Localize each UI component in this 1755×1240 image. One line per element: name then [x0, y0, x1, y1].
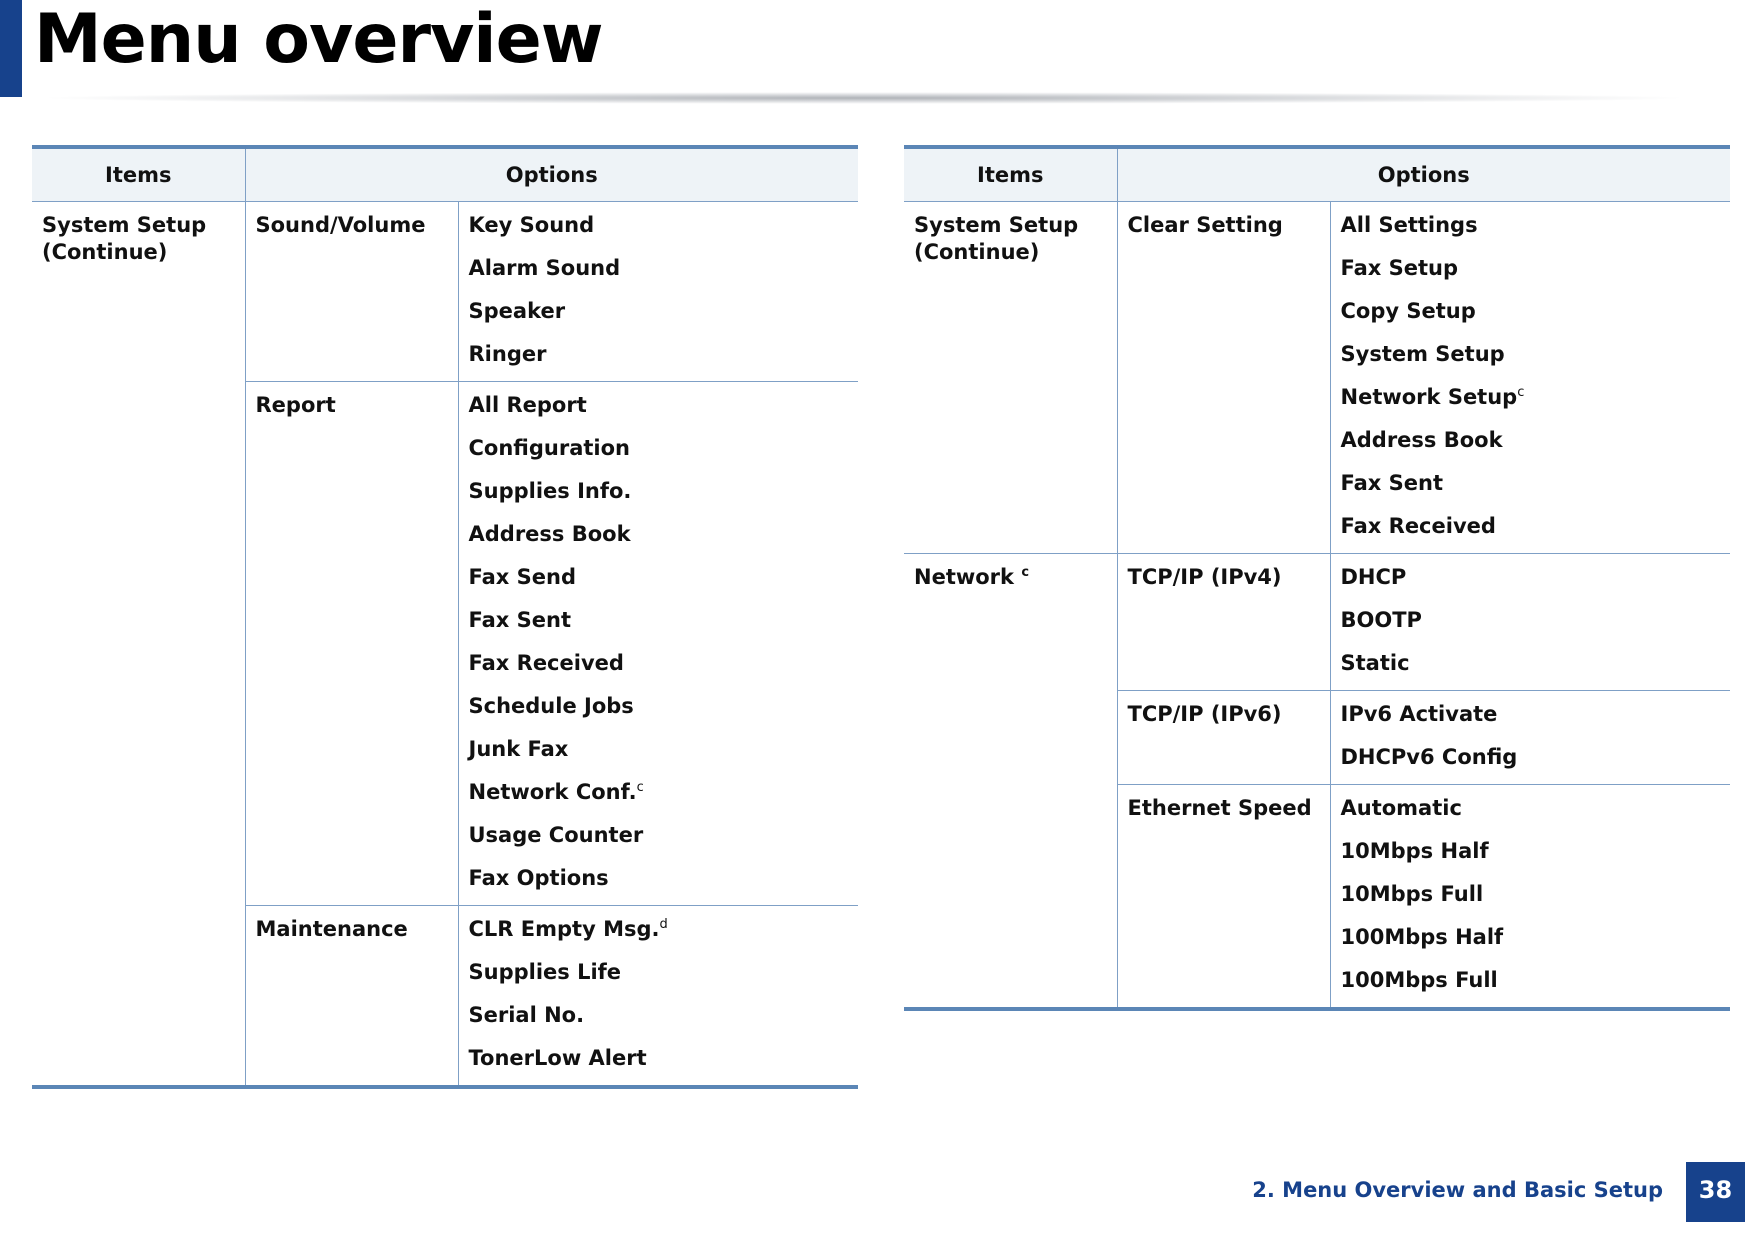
options-header: Options [245, 147, 858, 202]
group-label: Maintenance [255, 917, 408, 941]
option-item: Configuration [468, 436, 630, 460]
group-cell [245, 202, 458, 382]
option-item: Usage Counter [468, 823, 644, 847]
group-label: TCP/IP (IPv4) [1127, 565, 1282, 589]
options-cell [1330, 554, 1730, 691]
option-item: 10Mbps Half [1340, 839, 1489, 863]
title-accent-bar [0, 0, 22, 97]
option-item: Address Book [1340, 428, 1503, 452]
option-item: DHCPv6 Config [1340, 745, 1518, 769]
option-item: Key Sound [468, 213, 595, 237]
option-item: Fax Received [1340, 514, 1496, 538]
options-cell [458, 382, 858, 906]
options-cell [1330, 691, 1730, 785]
table-row [904, 202, 1730, 554]
option-item: IPv6 Activate [1340, 702, 1498, 726]
options-header: Options [1117, 147, 1730, 202]
option-text: CLR Empty Msg. [468, 917, 660, 941]
option-item: Fax Sent [468, 608, 571, 632]
option-item: Fax Sent [1340, 471, 1443, 495]
option-item: All Settings [1340, 213, 1478, 237]
group-cell [245, 906, 458, 1088]
page-number-badge: 38 [1686, 1162, 1745, 1222]
option-item: BOOTP [1340, 608, 1422, 632]
option-item: Copy Setup [1340, 299, 1476, 323]
group-label: Ethernet Speed [1127, 796, 1312, 820]
option-item: Automatic [1340, 796, 1462, 820]
option-item: Address Book [468, 522, 631, 546]
option-item: Static [1340, 651, 1410, 675]
option-item: Fax Send [468, 565, 576, 589]
group-cell [1117, 691, 1330, 785]
table-header-row [32, 147, 858, 202]
option-item: 100Mbps Half [1340, 925, 1504, 949]
options-cell [458, 202, 858, 382]
option-item: Speaker [468, 299, 566, 323]
option-item: Supplies Info. [468, 479, 632, 503]
option-item: 10Mbps Full [1340, 882, 1484, 906]
item-label: Network [914, 565, 1015, 589]
option-item: Fax Received [468, 651, 624, 675]
group-label: Clear Setting [1127, 213, 1283, 237]
option-text: Network Setup [1340, 385, 1518, 409]
option-item: Fax Setup [1340, 256, 1459, 280]
footnote-marker: c [1517, 385, 1525, 400]
footer-chapter-link[interactable]: 2. Menu Overview and Basic Setup [1252, 1178, 1663, 1202]
items-header: Items [32, 147, 245, 202]
options-cell [1330, 785, 1730, 1010]
option-item: Schedule Jobs [468, 694, 634, 718]
item-label-continue: (Continue) [42, 240, 168, 264]
option-item: TonerLow Alert [468, 1046, 647, 1070]
option-item: Junk Fax [468, 737, 569, 761]
option-item: Ringer [468, 342, 547, 366]
table-row [904, 554, 1730, 691]
item-cell [904, 202, 1117, 554]
item-label: System Setup [914, 213, 1079, 237]
option-item: DHCP [1340, 565, 1407, 589]
option-item-with-footnote [1341, 384, 1721, 427]
option-item: System Setup [1340, 342, 1505, 366]
item-cell [32, 202, 245, 1088]
group-label: Report [255, 393, 336, 417]
option-item: Serial No. [468, 1003, 585, 1027]
option-item: Alarm Sound [468, 256, 621, 280]
options-cell [458, 906, 858, 1088]
option-item-with-footnote [469, 779, 849, 822]
table-row [32, 202, 858, 382]
footnote-marker: c [636, 780, 644, 795]
option-item: Fax Options [468, 866, 609, 890]
footnote-marker: d [659, 917, 668, 932]
left-menu-table [32, 145, 858, 1089]
option-text: Network Conf. [468, 780, 637, 804]
option-item: All Report [468, 393, 587, 417]
option-item: Supplies Life [468, 960, 622, 984]
options-cell [1330, 202, 1730, 554]
item-label-continue: (Continue) [914, 240, 1040, 264]
items-header: Items [904, 147, 1117, 202]
footnote-marker: c [1021, 565, 1030, 580]
table-header-row [904, 147, 1730, 202]
group-cell [245, 382, 458, 906]
group-cell [1117, 202, 1330, 554]
group-label: Sound/Volume [255, 213, 426, 237]
right-menu-table [904, 145, 1730, 1011]
item-label: System Setup [42, 213, 207, 237]
option-item: 100Mbps Full [1340, 968, 1498, 992]
group-cell [1117, 554, 1330, 691]
page-title: Menu overview [34, 0, 603, 79]
group-cell [1117, 785, 1330, 1010]
item-cell [904, 554, 1117, 1010]
group-label: TCP/IP (IPv6) [1127, 702, 1282, 726]
option-item-with-footnote [469, 916, 849, 959]
title-divider [34, 92, 1694, 104]
